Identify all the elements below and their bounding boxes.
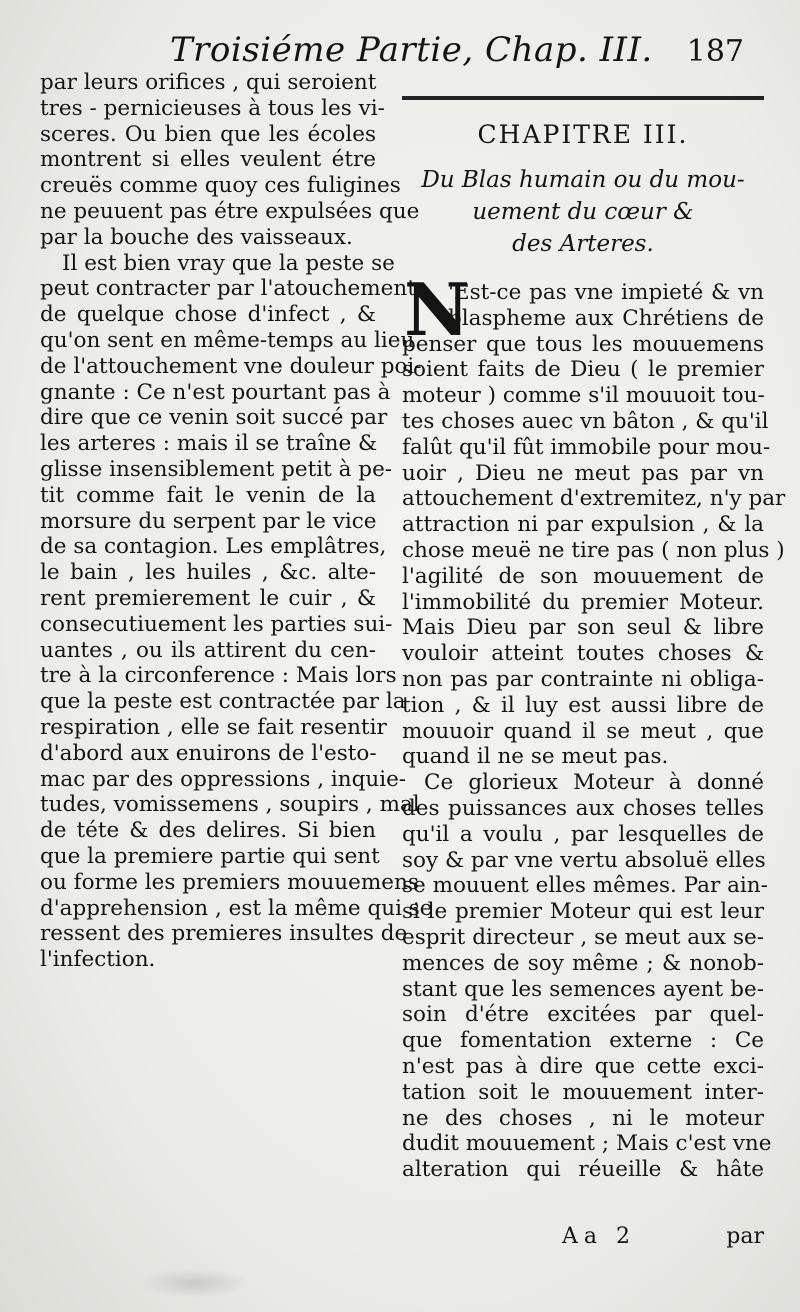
text-line: d'abord aux enuirons de l'esto- [40, 740, 377, 766]
text-line: falût qu'il fût immobile pour mou- [402, 434, 771, 460]
text-line: d'apprehension , est la même qui se [40, 895, 433, 921]
text-line: stant que les semences ayent be- [402, 976, 764, 1002]
text-line: par la bouche des vaisseaux. [40, 224, 353, 250]
subtitle-line: uement du cœur & [472, 199, 694, 225]
chapter-subtitle [402, 164, 764, 260]
text-line: l'infection. [40, 947, 156, 973]
text-line: morsure du serpent par le vice [40, 508, 377, 534]
text-line: si le premier Moteur qui est leur [402, 899, 764, 925]
right-column [402, 92, 786, 1183]
text-line: respiration , elle se fait resentir [40, 714, 387, 740]
text-line: chose meuë ne tire pas ( non plus ) [402, 537, 785, 563]
text-line: qu'on sent en même-temps au lieu [40, 327, 415, 353]
text-line: les arteres : mais il se traîne & [40, 431, 378, 457]
text-line: soient faits de Dieu ( le premier [402, 357, 764, 383]
text-line: des puissances aux choses telles [402, 795, 764, 821]
text-line: penser que tous les mouuemens [402, 331, 764, 357]
text-line: de sa contagion. Les emplâtres, [40, 534, 387, 560]
text-line: moteur ) comme s'il mouuoit tou- [402, 383, 765, 409]
page-footer [402, 1224, 764, 1254]
text-line: quand il ne se meut pas. [402, 744, 669, 770]
text-line: attouchement d'extremitez, n'y par [402, 486, 786, 512]
header-rule [402, 96, 764, 100]
text-line: dire que ce venin soit succé par [40, 405, 388, 431]
text-line: uantes , ou ils attirent du cen- [40, 637, 376, 663]
text-line: mences de soy même ; & nonob- [402, 950, 764, 976]
text-line: Mais Dieu par son seul & libre [402, 615, 764, 641]
text-line: qu'il a voulu , par lesquelles de [402, 821, 764, 847]
text-line: de l'attouchement vne douleur poi- [40, 353, 422, 379]
chapter-body [402, 267, 786, 1183]
text-line: creuës comme quoy ces fuligines [40, 173, 401, 199]
running-head: Troisiéme Partie, Chap. III. [170, 30, 653, 70]
text-line: ne des choses , ni le moteur [402, 1105, 764, 1131]
text-line: 'Est-ce pas vne impieté & vn [448, 280, 764, 305]
ink-smudge [140, 1268, 250, 1298]
text-line: uoir , Dieu ne meut pas par vn [402, 460, 764, 486]
text-line: peut contracter par l'atouchement [40, 276, 416, 302]
text-line: par leurs orifices , qui seroient [40, 70, 377, 95]
text-line: de quelque chose d'infect , & [40, 302, 376, 328]
text-line: tit comme fait le venin de la [40, 482, 376, 508]
catchword: par [726, 1224, 764, 1249]
text-line: que la premiere partie qui sent [40, 843, 380, 869]
text-line: Ce glorieux Moteur à donné [424, 770, 764, 796]
text-line: montrent si elles veulent étre [40, 147, 376, 173]
drop-cap: N [404, 267, 470, 352]
text-line: l'immobilité du premier Moteur. [402, 589, 764, 615]
right-text [402, 267, 786, 1183]
text-line: rent premierement le cuir , & [40, 585, 376, 611]
text-line: vouloir atteint toutes choses & [402, 641, 764, 667]
text-line: que fomentation externe : Ce [402, 1028, 764, 1054]
text-line: alteration qui réueille & hâte [402, 1157, 764, 1183]
text-line: dudit mouuement ; Mais c'est vne [402, 1131, 772, 1157]
text-line: Il est bien vray que la peste se [62, 250, 395, 276]
text-line: attraction ni par expulsion , & la [402, 512, 764, 538]
text-line: le bain , les huiles , &c. alte- [40, 560, 376, 586]
text-line: tres - pernicieuses à tous les vi- [40, 95, 385, 121]
text-line: esprit directeur , se meut aux se- [402, 924, 764, 950]
text-line: tudes, vomissemens , soupirs , mal [40, 792, 420, 818]
text-line: tes choses auec vn bâton , & qu'il [402, 408, 769, 434]
text-line: de téte & des delires. Si bien [40, 818, 376, 844]
subtitle-line: des Arteres. [512, 231, 654, 257]
text-line: gnante : Ce n'est pourtant pas à [40, 379, 391, 405]
text-line: blaspheme aux Chrétiens de [448, 305, 764, 331]
text-line: soin d'étre excitées par quel- [402, 1002, 764, 1028]
text-line: mac par des oppressions , inquie- [40, 766, 407, 792]
text-line: glisse insensiblement petit à pe- [40, 456, 393, 482]
text-line: tion , & il luy est aussi libre de [402, 692, 764, 718]
text-line: non pas par contrainte ni obliga- [402, 666, 764, 692]
text-line: ou forme les premiers mouuemens [40, 869, 419, 895]
text-line: tre à la circonference : Mais lors [40, 663, 397, 689]
text-line: ressent des premieres insultes de [40, 921, 408, 947]
subtitle-line: Du Blas humain ou du mou- [421, 167, 745, 193]
left-column [40, 70, 433, 973]
text-line: l'agilité de son mouuement de [402, 563, 764, 589]
text-line: que la peste est contractée par la [40, 689, 406, 715]
signature-mark: Aa 2 [562, 1224, 636, 1249]
text-line: sceres. Ou bien que les écoles [40, 121, 376, 147]
text-line: mouuoir quand il se meut , que [402, 718, 764, 744]
text-line: n'est pas à dire que cette exci- [402, 1053, 764, 1079]
text-line: tation soit le mouuement inter- [402, 1079, 764, 1105]
text-line: consecutiuement les parties sui- [40, 611, 393, 637]
page-number: 187 [686, 34, 744, 69]
text-line: soy & par vne vertu absoluë elles [402, 847, 766, 873]
chapter-title: CHAPITRE III. [477, 120, 689, 149]
text-line: ne peuuent pas étre expulsées que [40, 198, 420, 224]
text-line: se mouuent elles mêmes. Par ain- [402, 873, 768, 899]
